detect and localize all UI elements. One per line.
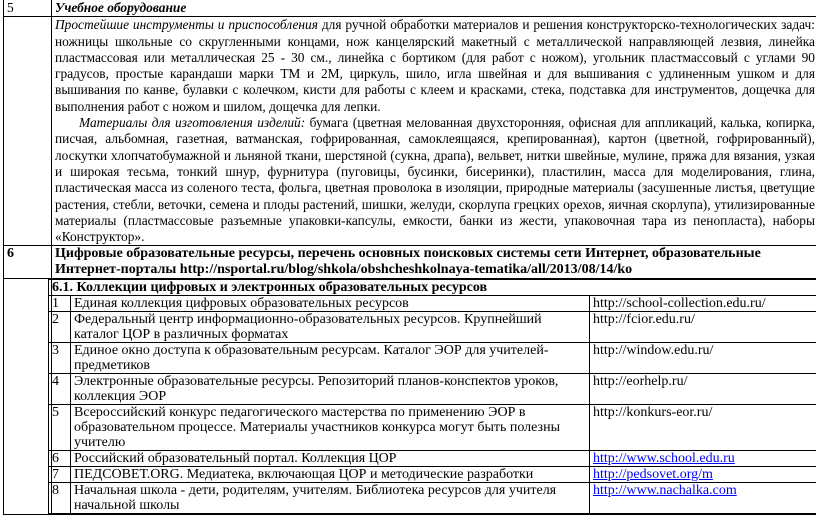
row-5-text <box>52 17 816 246</box>
row-6-content <box>4 279 816 515</box>
resource-row <box>49 374 816 405</box>
resource-number: 7 <box>49 467 71 483</box>
resource-name: ПЕДСОВЕТ.ORG. Медиатека, включающая ЦОР и методические разработки <box>71 467 590 483</box>
resource-number: 1 <box>49 296 71 312</box>
tools-paragraph <box>55 17 815 115</box>
resource-url-link[interactable]: http://www.school.edu.ru <box>592 451 735 467</box>
resource-number: 3 <box>49 343 71 374</box>
resource-number: 5 <box>49 405 71 451</box>
resource-row <box>49 312 816 343</box>
row-6-number: 6 <box>4 246 52 279</box>
resource-url-link[interactable]: http://pedsovet.org/m <box>592 467 713 483</box>
row-5-number-empty <box>4 17 52 246</box>
resource-row <box>49 467 816 483</box>
resources-subheading: 6.1. Коллекции цифровых и электронных образовательных ресурсов <box>49 280 816 296</box>
row-5-content <box>4 17 816 246</box>
resource-url-cell <box>589 343 816 374</box>
materials-text: бумага (цветная мелованная двухсторонняя, офисная для аппликаций, калька, копирка, писчая, альбомная, газетная, ватманская, гофрированная, самоклеящаяся, крепированная), картон (цветной, гофрированный), лоскутки хлопчатобумажной и льняной ткани, шерстяной (сукна, драпа), вельвет, нитки швейные, мулине, пряжа для вязания, узкая и широкая тесьма, тонкий шнур, фурнитура (пуговицы, бусинки, бисеринки), пластилин, масса для моделирования, глина, пластическая масса из соленого теста, фольга, цветная проволока в изоляции, природные материалы (засушенные листья, цветущие растения, стебли, веточки, семена и плоды растений, шишки, желуди, скорлупа грецких орехов, яичная скорлупа), утилизированные материалы (пластмассовые разъемные упаковки-капсулы, емкости, банки из жести, упаковочная тара из пенопласта), наборы «Конструктор». <box>55 115 815 245</box>
resource-number: 2 <box>49 312 71 343</box>
resource-url-cell <box>589 374 816 405</box>
resource-name: Всероссийский конкурс педагогического мастерства по применению ЭОР в образовательном процессе. Материалы участников конкурса могут быть полезны учителю <box>71 405 590 451</box>
resource-url-cell <box>589 296 816 312</box>
resource-name: Единая коллекция цифровых образовательных ресурсов <box>71 296 590 312</box>
resource-number: 8 <box>49 483 71 514</box>
resource-url-cell <box>589 467 816 483</box>
resource-url-cell <box>589 312 816 343</box>
resource-number: 4 <box>49 374 71 405</box>
row-6-number-empty <box>4 279 52 515</box>
resource-name: Единое окно доступа к образовательным ресурсам. Каталог ЭОР для учителей-предметиков <box>71 343 590 374</box>
equipment-table <box>3 0 816 515</box>
resource-name: Российский образовательный портал. Коллекция ЦОР <box>71 451 590 467</box>
row-5-number: 5 <box>4 0 52 17</box>
row-6-heading: Цифровые образовательные ресурсы, перечень основных поисковых системы сети Интернет, образовательные Интернет-порталы http://nsportal.ru/blog/shkola/obshcheshkolnaya-tematika/all/2013/08/14/ko <box>52 246 816 279</box>
tools-label: Простейшие инструменты и приспособления <box>55 17 318 33</box>
resource-url-link[interactable]: http://window.edu.ru/ <box>592 343 714 359</box>
resource-row <box>49 405 816 451</box>
resource-row <box>49 343 816 374</box>
resource-row <box>49 483 816 514</box>
resource-url-link[interactable]: http://school-collection.edu.ru/ <box>592 296 766 312</box>
resource-name: Федеральный центр информационно-образовательных ресурсов. Крупнейший каталог ЦОР в различных форматах <box>71 312 590 343</box>
tools-text: для ручной обработки материалов и решения конструкторско-технологических задач: ножницы школьные со скругленными концами, нож канцелярский макетный с металлической направляющей лезвия, линейка пластмассовая или металлическая 25 - 30 см., линейка с бортиком (для работ с ножом), угольник пластмассовый с углами 90 градусов, простые карандаши марки ТМ и 2М, циркуль, шило, игла швейная и для вышивания с удлиненным ушком и для вышивания по канве, булавки с колечком, кисти для работы с клеем и красками, стека, подставка для инструментов, дощечка для выполнения работ с ножом и шилом, дощечка для лепки. <box>55 17 815 114</box>
resources-subheading-row <box>49 280 816 296</box>
resource-url-link[interactable]: http://fcior.edu.ru/ <box>592 312 695 328</box>
resource-url-cell <box>589 405 816 451</box>
resource-url-link[interactable]: http://konkurs-eor.ru/ <box>592 405 713 421</box>
resource-name: Начальная школа - дети, родителям, учителям. Библиотека ресурсов для учителя начальной школы <box>71 483 590 514</box>
resource-number: 6 <box>49 451 71 467</box>
row-5-heading: Учебное оборудование <box>52 0 816 17</box>
materials-label: Материалы для изготовления изделий: <box>79 115 306 131</box>
materials-paragraph <box>55 115 815 245</box>
resource-name: Электронные образовательные ресурсы. Репозиторий планов-конспектов уроков, коллекция ЭОР <box>71 374 590 405</box>
resource-url-cell <box>589 483 816 514</box>
row-6-header <box>4 246 816 279</box>
resource-url-link[interactable]: http://www.nachalka.com <box>592 483 737 499</box>
resource-url-cell <box>589 451 816 467</box>
resource-row <box>49 451 816 467</box>
resource-url-link[interactable]: http://eorhelp.ru/ <box>592 374 688 390</box>
resources-cell <box>52 279 816 515</box>
row-5-header <box>4 0 816 17</box>
resources-table <box>48 279 816 514</box>
resource-row <box>49 296 816 312</box>
